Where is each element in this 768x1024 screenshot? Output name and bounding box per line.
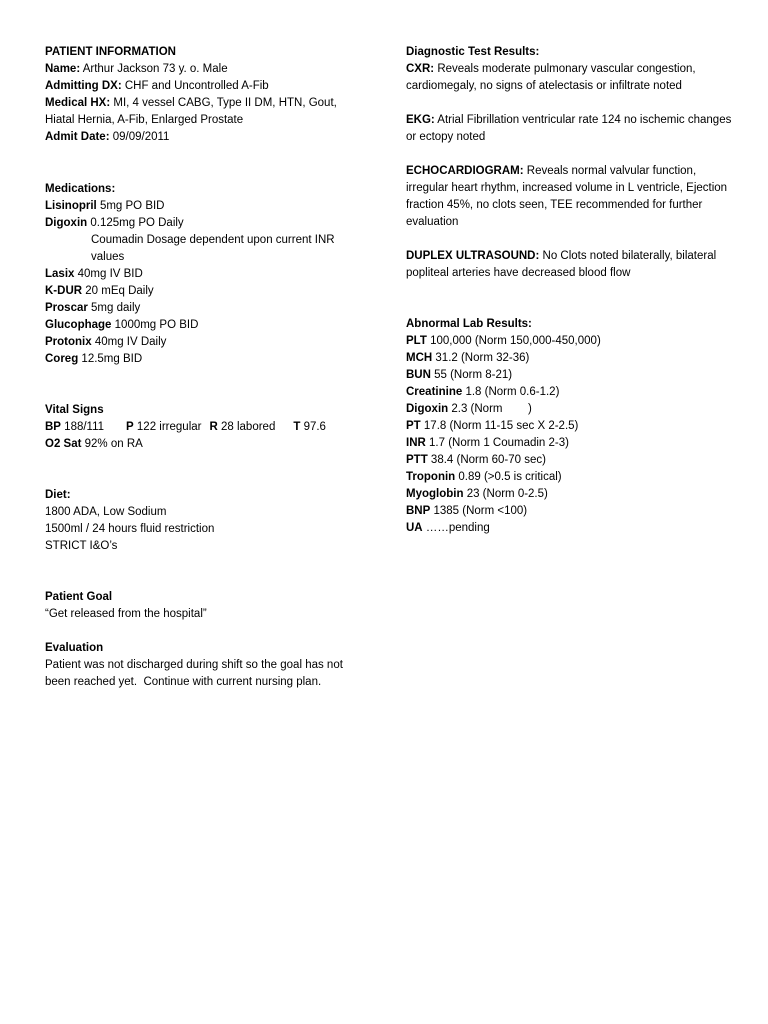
admitting-dx: [45, 78, 367, 95]
admit-date: [45, 129, 367, 146]
lab-name: Digoxin: [406, 403, 449, 415]
temp-value: 97.6: [300, 421, 326, 433]
spacer: [45, 453, 367, 487]
lab-value: 1385 (Norm <100): [430, 505, 528, 517]
lab-name: Creatinine: [406, 386, 463, 398]
spacer: [45, 368, 367, 402]
vitals-row: [45, 419, 367, 436]
lab-item: [406, 333, 736, 350]
spacer: [406, 95, 736, 112]
lab-item: [406, 401, 736, 418]
echo-value: Reveals normal valvular function, irregular heart rhythm, increased volume in L ventricle, Ejection fraction 45%, no clots seen, TEE recommended for further evaluation: [406, 165, 731, 228]
medical-hx-value: MI, 4 vessel CABG, Type II DM, HTN, Gout, Hiatal Hernia, A-Fib, Enlarged Prostate: [45, 97, 341, 126]
spacer: [406, 231, 736, 248]
medication-item: [45, 300, 367, 317]
medication-dose: 5mg daily: [87, 302, 141, 314]
medication-drug: K-DUR: [45, 285, 83, 297]
lab-item: [406, 350, 736, 367]
cxr-result: [406, 61, 736, 95]
diet-item: STRICT I&O’s: [45, 540, 118, 552]
medication-drug: Lisinopril: [45, 200, 97, 212]
goal-text: “Get released from the hospital”: [45, 608, 207, 620]
medication-item: [45, 198, 367, 215]
cxr-label: CXR:: [406, 63, 435, 75]
diet-item: 1500ml / 24 hours fluid restriction: [45, 523, 215, 535]
lab-item: [406, 486, 736, 503]
lab-value: 38.4 (Norm 60-70 sec): [427, 454, 546, 466]
lab-item: [406, 435, 736, 452]
lab-name: Myoglobin: [406, 488, 464, 500]
lab-value: ……pending: [422, 522, 490, 534]
lab-value: 31.2 (Norm 32-36): [432, 352, 530, 364]
medication-item: [45, 334, 367, 351]
bp-value: 188/111: [60, 421, 105, 433]
medication-item: [45, 215, 367, 232]
lab-name: PTT: [406, 454, 428, 466]
medication-dose: 40mg IV BID: [74, 268, 143, 280]
goal-heading: Patient Goal: [45, 591, 113, 603]
resp-label: R: [209, 421, 218, 433]
medication-drug: Proscar: [45, 302, 88, 314]
medication-dose: 1000mg PO BID: [111, 319, 199, 331]
spacer: [406, 282, 736, 316]
lab-item: [406, 384, 736, 401]
lab-name: PLT: [406, 335, 427, 347]
vitals-heading: Vital Signs: [45, 404, 104, 416]
duplex-label: DUPLEX ULTRASOUND:: [406, 250, 540, 262]
duplex-result: [406, 248, 736, 282]
lab-value: 17.8 (Norm 11-15 sec X 2-2.5): [420, 420, 579, 432]
lab-name: INR: [406, 437, 426, 449]
diagnostic-heading: Diagnostic Test Results:: [406, 46, 540, 58]
bp-label: BP: [45, 421, 61, 433]
resp-value: 28 labored: [217, 421, 276, 433]
medication-drug: Coreg: [45, 353, 79, 365]
lab-name: BUN: [406, 369, 431, 381]
spacer: [406, 146, 736, 163]
medication-dose: 12.5mg BID: [78, 353, 143, 365]
o2-label: O2 Sat: [45, 438, 82, 450]
lab-item: [406, 520, 736, 537]
ekg-value: Atrial Fibrillation ventricular rate 124 no ischemic changes or ectopy noted: [406, 114, 735, 143]
lab-value: 1.8 (Norm 0.6-1.2): [462, 386, 560, 398]
name-value: Arthur Jackson 73 y. o. Male: [80, 63, 228, 75]
lab-value: 0.89 (>0.5 is critical): [455, 471, 562, 483]
lab-item: [406, 367, 736, 384]
cxr-value: Reveals moderate pulmonary vascular congestion, cardiomegaly, no signs of atelectasis or infiltrate noted: [406, 63, 699, 92]
lab-value: 1.7 (Norm 1 Coumadin 2-3): [425, 437, 569, 449]
o2-value: 92% on RA: [81, 438, 143, 450]
name-label: Name:: [45, 63, 81, 75]
ekg-result: [406, 112, 736, 146]
lab-value: 100,000 (Norm 150,000-450,000): [426, 335, 601, 347]
medical-hx-label: Medical HX:: [45, 97, 111, 109]
lab-name: UA: [406, 522, 423, 534]
left-column: [45, 44, 367, 691]
medications-heading: Medications:: [45, 183, 116, 195]
admitting-dx-value: CHF and Uncontrolled A-Fib: [121, 80, 269, 92]
medication-item: [45, 266, 367, 283]
admit-date-label: Admit Date:: [45, 131, 110, 143]
medication-dose: 5mg PO BID: [96, 200, 165, 212]
medication-item: [45, 283, 367, 300]
labs-heading: Abnormal Lab Results:: [406, 318, 532, 330]
pulse-value: 122 irregular: [133, 421, 202, 433]
lab-name: BNP: [406, 505, 431, 517]
diet-heading: Diet:: [45, 489, 71, 501]
lab-name: Troponin: [406, 471, 456, 483]
echo-label: ECHOCARDIOGRAM:: [406, 165, 524, 177]
echo-result: [406, 163, 736, 231]
right-column: [406, 44, 736, 537]
medication-item: [45, 351, 367, 368]
pulse-label: P: [126, 421, 134, 433]
evaluation-text: Patient was not discharged during shift so the goal has not been reached yet. Continue with current nursing plan.: [45, 659, 347, 688]
lab-name: PT: [406, 420, 421, 432]
admit-date-value: 09/09/2011: [109, 131, 170, 143]
diet-item: 1800 ADA, Low Sodium: [45, 506, 167, 518]
spacer: [45, 555, 367, 589]
patient-name: [45, 61, 367, 78]
lab-value: 2.3 (Norm ): [448, 403, 532, 415]
lab-item: [406, 503, 736, 520]
o2-row: [45, 436, 367, 453]
ekg-label: EKG:: [406, 114, 435, 126]
lab-value: 55 (Norm 8-21): [430, 369, 513, 381]
lab-item: [406, 418, 736, 435]
admitting-dx-label: Admitting DX:: [45, 80, 122, 92]
patient-info-heading: PATIENT INFORMATION: [45, 46, 176, 58]
medication-drug: Protonix: [45, 336, 92, 348]
medication-item: [45, 317, 367, 334]
lab-value: 23 (Norm 0-2.5): [463, 488, 548, 500]
medication-dose: 0.125mg PO Daily: [87, 217, 184, 229]
temp-label: T: [293, 421, 301, 433]
lab-item: [406, 452, 736, 469]
coumadin-note: Coumadin Dosage dependent upon current INR values: [91, 234, 338, 263]
lab-item: [406, 469, 736, 486]
evaluation-heading: Evaluation: [45, 642, 104, 654]
medication-dose: 40mg IV Daily: [91, 336, 167, 348]
medication-drug: Lasix: [45, 268, 75, 280]
medication-drug: Digoxin: [45, 217, 88, 229]
medical-hx: [45, 95, 367, 129]
duplex-value: No Clots noted bilaterally, bilateral popliteal arteries have decreased blood flow: [406, 250, 720, 279]
medication-drug: Glucophage: [45, 319, 112, 331]
spacer: [45, 623, 367, 640]
spacer: [45, 146, 367, 181]
medication-dose: 20 mEq Daily: [82, 285, 154, 297]
lab-name: MCH: [406, 352, 433, 364]
